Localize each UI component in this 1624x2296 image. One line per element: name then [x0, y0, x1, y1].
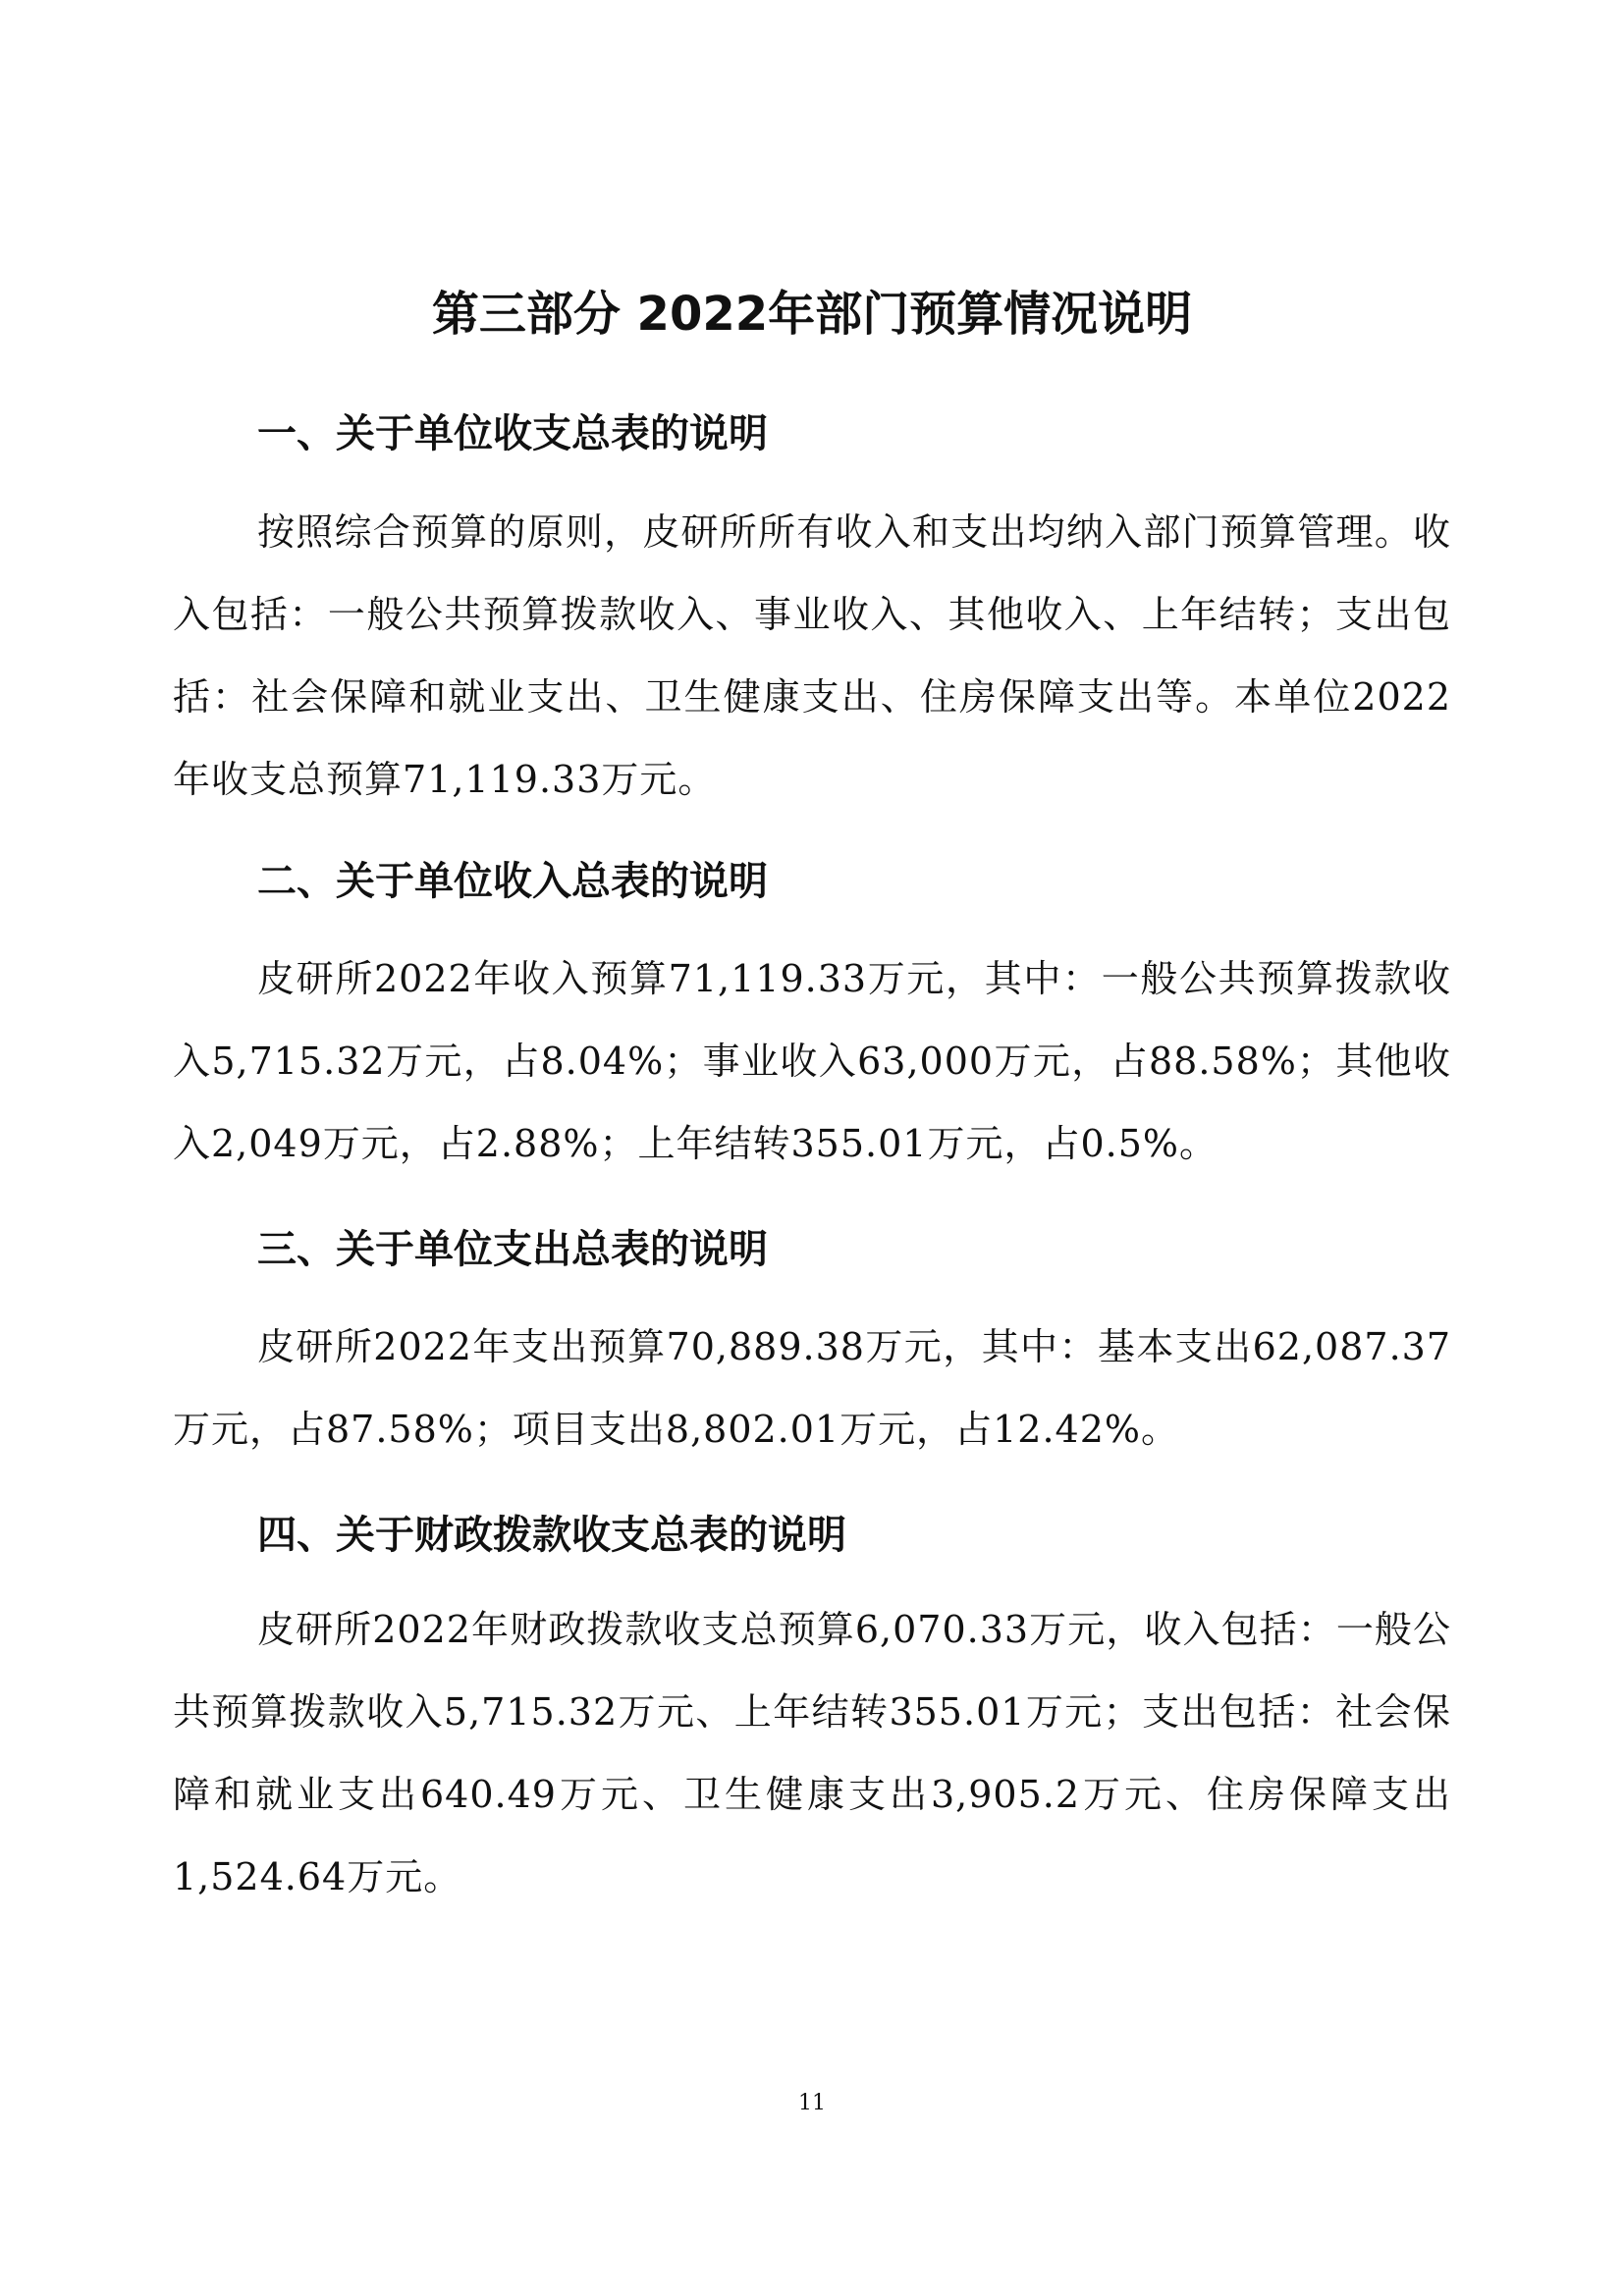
section-2-heading: 二、关于单位收入总表的说明 — [257, 859, 768, 904]
section-2-body: 皮研所2022年收入预算71,119.33万元，其中：一般公共预算拨款收入5,715.32万元，占8.04%；事业收入63,000万元，占88.58%；其他收入2,049万元，占2.88%；上年结转355.01万元，占0.5%。 — [173, 957, 1451, 1165]
section-4-heading: 四、关于财政拨款收支总表的说明 — [257, 1513, 846, 1558]
section-1-body: 按照综合预算的原则，皮研所所有收入和支出均纳入部门预算管理。收入包括：一般公共预算拨款收入、事业收入、其他收入、上年结转；支出包括：社会保障和就业支出、卫生健康支出、住房保障支出等。本单位2022年收支总预算71,119.33万元。 — [173, 510, 1451, 801]
section-3-body: 皮研所2022年支出预算70,889.38万元，其中：基本支出62,087.37万元，占87.58%；项目支出8,802.01万元，占12.42%。 — [173, 1325, 1451, 1451]
page-number: 11 — [798, 2091, 826, 2115]
section-3-heading: 三、关于单位支出总表的说明 — [257, 1227, 768, 1272]
section-1-heading: 一、关于单位收支总表的说明 — [257, 411, 768, 456]
section-4-body: 皮研所2022年财政拨款收支总预算6,070.33万元，收入包括：一般公共预算拨款收入5,715.32万元、上年结转355.01万元；支出包括：社会保障和就业支出640.49万元、卫生健康支出3,905.2万元、住房保障支出1,524.64万元。 — [173, 1608, 1451, 1898]
document-title: 第三部分 2022年部门预算情况说明 — [431, 287, 1193, 342]
